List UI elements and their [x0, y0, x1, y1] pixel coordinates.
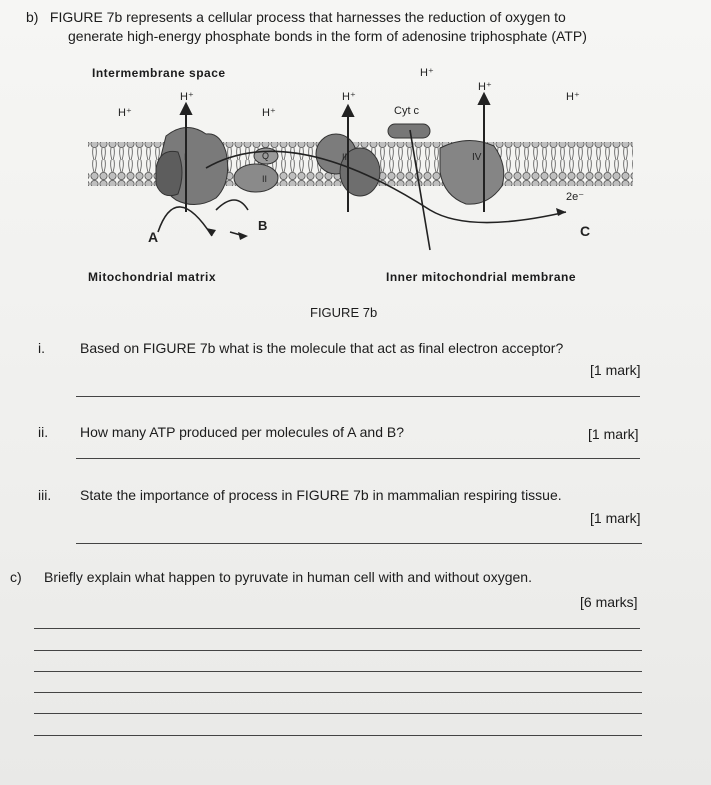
complex-iv: [440, 140, 504, 204]
answer-line-c-3[interactable]: [34, 671, 642, 672]
question-c-marks: [6 marks]: [580, 594, 638, 610]
complex-ii: [234, 164, 278, 192]
complex-i: [156, 127, 228, 204]
q-label: Q: [262, 151, 270, 161]
answer-line-c-6[interactable]: [34, 735, 642, 736]
cyt-c-label: Cyt c: [394, 105, 420, 117]
roman-i-label: I: [184, 152, 187, 162]
question-c-label: c): [10, 569, 22, 585]
label-c: C: [580, 223, 591, 239]
label-a: A: [148, 229, 159, 245]
intro-line-2: generate high-energy phosphate bonds in the form of adenosine triphosphate (ATP): [68, 28, 587, 44]
question-iii-text: State the importance of process in FIGURE 7b in mammalian respiring tissue.: [80, 487, 562, 503]
proton-label-6: H⁺: [478, 81, 492, 93]
question-i-text: Based on FIGURE 7b what is the molecule that act as final electron acceptor?: [80, 340, 564, 356]
mitochondrial-matrix-label: Mitochondrial matrix: [88, 270, 217, 284]
proton-label-1: H⁺: [118, 107, 132, 119]
arrow-b: [216, 200, 248, 210]
label-b: B: [258, 218, 268, 233]
proton-label-2: H⁺: [180, 91, 194, 103]
proton-label-3: H⁺: [262, 107, 276, 119]
answer-line-iii[interactable]: [76, 543, 642, 544]
roman-iii-label: III: [342, 152, 350, 162]
question-iii-number: iii.: [38, 487, 52, 503]
answer-line-ii[interactable]: [76, 458, 640, 459]
question-ii-text: How many ATP produced per molecules of A and B?: [80, 424, 405, 440]
answer-line-c-1[interactable]: [34, 628, 640, 629]
intro-line-1: FIGURE 7b represents a cellular process that harnesses the reduction of oxygen to: [49, 9, 566, 25]
question-i-number: i.: [38, 340, 45, 356]
answer-line-c-4[interactable]: [34, 692, 642, 693]
roman-ii-label: II: [262, 174, 268, 184]
roman-iv-label: IV: [472, 152, 482, 163]
answer-line-c-5[interactable]: [34, 713, 642, 714]
proton-label-7: H⁺: [566, 91, 580, 103]
intermembrane-space-label: Intermembrane space: [92, 66, 226, 80]
answer-line-c-2[interactable]: [34, 650, 642, 651]
proton-label-5: H⁺: [420, 67, 434, 79]
cytochrome-c: [388, 124, 430, 138]
answer-line-i[interactable]: [76, 396, 640, 397]
figure-7b: [0, 60, 711, 320]
question-i-marks: [1 mark]: [590, 362, 641, 378]
question-iii-marks: [1 mark]: [590, 510, 641, 526]
question-b-label: b): [26, 9, 39, 25]
electrons-label: 2e⁻: [566, 191, 585, 203]
question-b-intro: [26, 8, 587, 46]
question-ii-number: ii.: [38, 424, 49, 440]
inner-membrane-label: Inner mitochondrial membrane: [386, 270, 577, 284]
question-c-text: Briefly explain what happen to pyruvate in human cell with and without oxygen.: [44, 569, 532, 585]
question-ii-marks: [1 mark]: [588, 426, 639, 442]
figure-caption: FIGURE 7b: [310, 305, 378, 320]
proton-label-4: H⁺: [342, 91, 356, 103]
